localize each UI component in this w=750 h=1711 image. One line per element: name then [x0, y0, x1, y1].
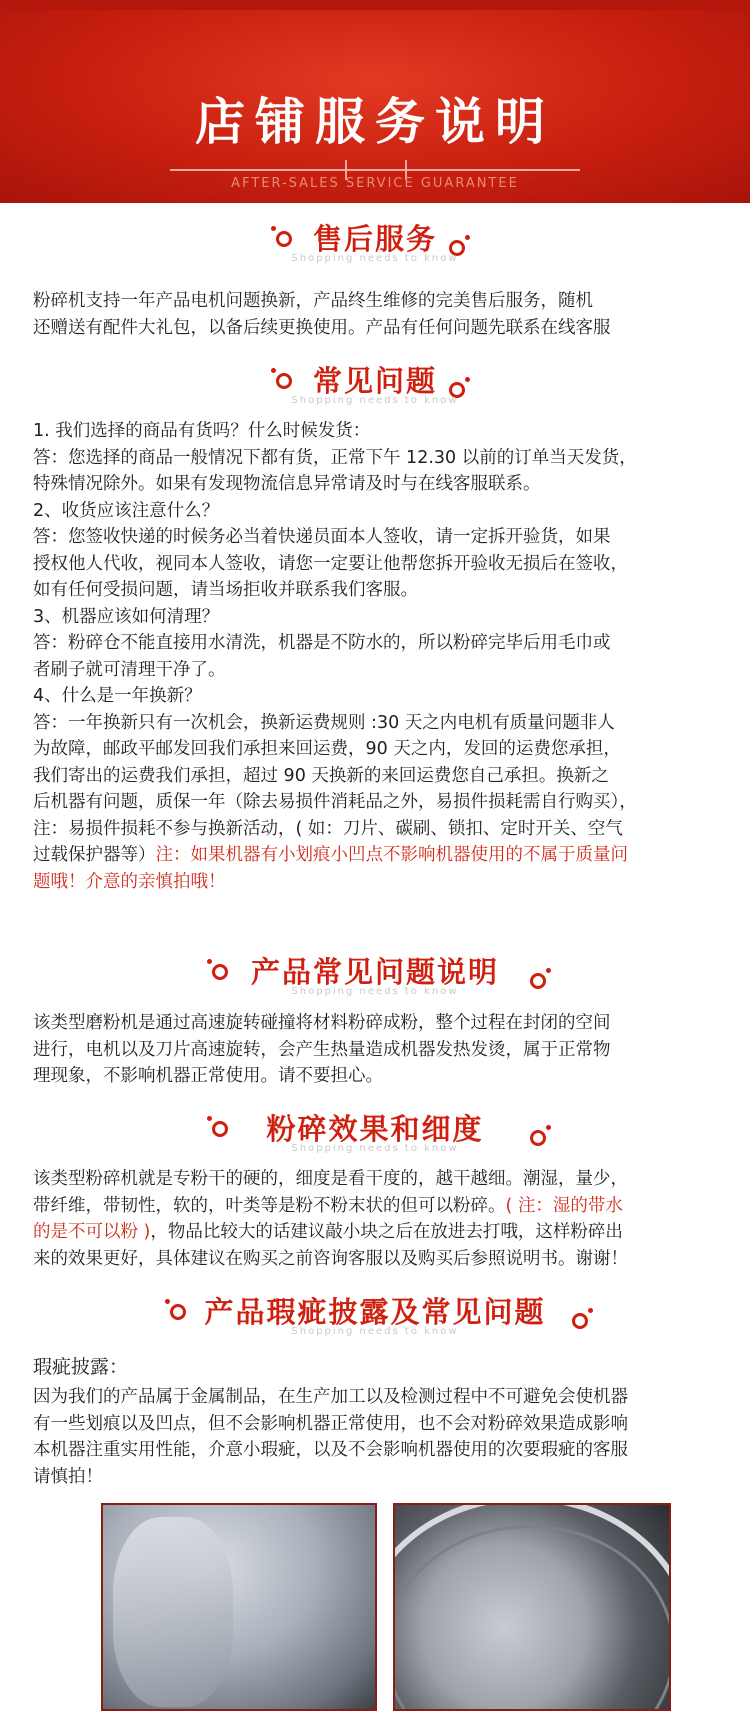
text-line: 进行，电机以及刀片高速旋转，会产生热量造成机器发热发烫，属于正常物 [33, 1039, 611, 1060]
banner-subtitle: AFTER-SALES SERVICE GUARANTEE [231, 176, 519, 191]
text-segment: 带纤维，带韧性，软的，叶类等是粉不粉末状的但可以粉碎。 [33, 1195, 506, 1216]
section-heading-after-sales [0, 209, 750, 269]
text-line: 1. 我们选择的商品有货吗？什么时候发货： [33, 421, 371, 441]
section-title: 常见问题 [312, 364, 437, 398]
section-heading-product-faq [0, 942, 750, 1002]
text-line: 请慎拍！ [33, 1466, 103, 1487]
text-line: 注：易损件损耗不参与换新活动，( 如：刀片、碳刷、锁扣、定时开关、空气 [33, 818, 623, 839]
text-line: 该类型磨粉机是通过高速旋转碰撞将材料粉碎成粉，整个过程在封闭的空间 [33, 1013, 611, 1033]
defects-label: 瑕疵披露： [33, 1356, 129, 1378]
text-line: 4、什么是一年换新？ [33, 686, 202, 706]
text-line: 答：粉碎仓不能直接用水清洗，机器是不防水的，所以粉碎完毕后用毛巾或 [33, 633, 611, 653]
section-subtitle: Shopping needs to know [291, 1143, 459, 1154]
ring-left-icon [276, 373, 292, 389]
section-heading-fineness [0, 1099, 750, 1159]
warning-note: 的是不可以粉 ) [33, 1222, 151, 1242]
after-sales-text [33, 288, 723, 341]
text-line: 3、机器应该如何清理？ [33, 606, 220, 627]
text-line: 后机器有问题，质保一年（除去易损件消耗品之外，易损件损耗需自行购买）， [33, 792, 637, 812]
text-line: 该类型粉碎机就是专粉干的硬的，细度是看干度的，越干越细。潮湿，量少， [33, 1169, 628, 1189]
text-line: 本机器注重实用性能，介意小瑕疵，以及不会影响机器使用的次要瑕疵的客服 [33, 1440, 628, 1460]
ring-left-icon [276, 231, 292, 247]
warning-note: 题哦！介意的亲慎拍哦！ [33, 871, 226, 892]
text-line: 有一些划痕以及凹点，但不会影响机器正常使用，也不会对粉碎效果造成影响 [33, 1413, 628, 1434]
text-line: 答：您选择的商品一般情况下都有货，正常下午 12.30 以前的订单当天发货， [33, 447, 637, 468]
text-segment: 过载保护器等） [33, 845, 156, 865]
section-title: 产品瑕疵披露及常见问题 [204, 1295, 546, 1329]
text-line: 因为我们的产品属于金属制品，在生产加工以及检测过程中不可避免会使机器 [33, 1387, 628, 1407]
warning-note: ( 注：湿的带水 [505, 1195, 623, 1216]
photo-detail [113, 1517, 233, 1707]
text-line [33, 1219, 723, 1246]
section-heading-defects [0, 1282, 750, 1342]
section-subtitle: Shopping needs to know [291, 395, 459, 406]
section-title: 售后服务 [312, 222, 437, 256]
text-line: 答：您签收快递的时候务必当着快递员面本人签收，请一定拆开验货，如果 [33, 527, 611, 547]
defect-photo-scratch [101, 1503, 377, 1711]
text-line: 特殊情况除外。如果有发现物流信息异常请及时与在线客服联系。 [33, 474, 541, 494]
section-subtitle: Shopping needs to know [291, 253, 459, 264]
text-line: 者刷子就可清理干净了。 [33, 659, 226, 680]
page-title: 店铺服务说明 [195, 93, 555, 151]
text-line [33, 842, 723, 869]
defect-photo-dent [393, 1503, 671, 1711]
product-faq-text [33, 1010, 723, 1090]
text-line: 还赠送有配件大礼包，以备后续更换使用。产品有任何问题先联系在线客服 [33, 317, 611, 338]
banner-top-bar [0, 0, 750, 10]
ring-left-icon [212, 1121, 228, 1137]
text-line: 2、收货应该注意什么？ [33, 500, 220, 521]
text-line: 粉碎机支持一年产品电机问题换新，产品终生维修的完美售后服务，随机 [33, 291, 593, 311]
section-title: 粉碎效果和细度 [266, 1112, 484, 1146]
section-subtitle: Shopping needs to know [291, 1326, 459, 1337]
text-line [33, 1193, 723, 1220]
text-line: 授权他人代收，视同本人签收，请您一定要让他帮您拆开验收无损后在签收， [33, 553, 628, 574]
text-line: 来的效果更好，具体建议在购买之前咨询客服以及购买后参照说明书。谢谢！ [33, 1248, 628, 1269]
section-subtitle: Shopping needs to know [291, 986, 459, 997]
defects-text [33, 1384, 723, 1490]
section-title: 产品常见问题说明 [250, 955, 499, 989]
text-line: 如有任何受损问题，请当场拒收并联系我们客服。 [33, 580, 418, 600]
header-banner [0, 0, 750, 203]
fineness-text [33, 1166, 723, 1272]
warning-note: 注：如果机器有小划痕小凹点不影响机器使用的不属于质量问 [155, 845, 628, 865]
ring-left-icon [212, 964, 228, 980]
text-line: 答：一年换新只有一次机会，换新运费规则 :30 天之内电机有质量问题非人 [33, 712, 615, 733]
banner-divider [170, 169, 580, 171]
text-line: 理现象，不影响机器正常使用。请不要担心。 [33, 1066, 383, 1086]
faq-text [33, 418, 723, 895]
text-line: 我们寄出的运费我们承担，超过 90 天换新的来回运费您自己承担。换新之 [33, 765, 609, 786]
section-heading-faq [0, 351, 750, 411]
text-line: 为故障，邮政平邮发回我们承担来回运费，90 天之内，发回的运费您承担， [33, 739, 621, 759]
text-segment: ，物品比较大的话建议敲小块之后在放进去打哦，这样粉碎出 [150, 1222, 623, 1242]
ring-left-icon [170, 1304, 186, 1320]
